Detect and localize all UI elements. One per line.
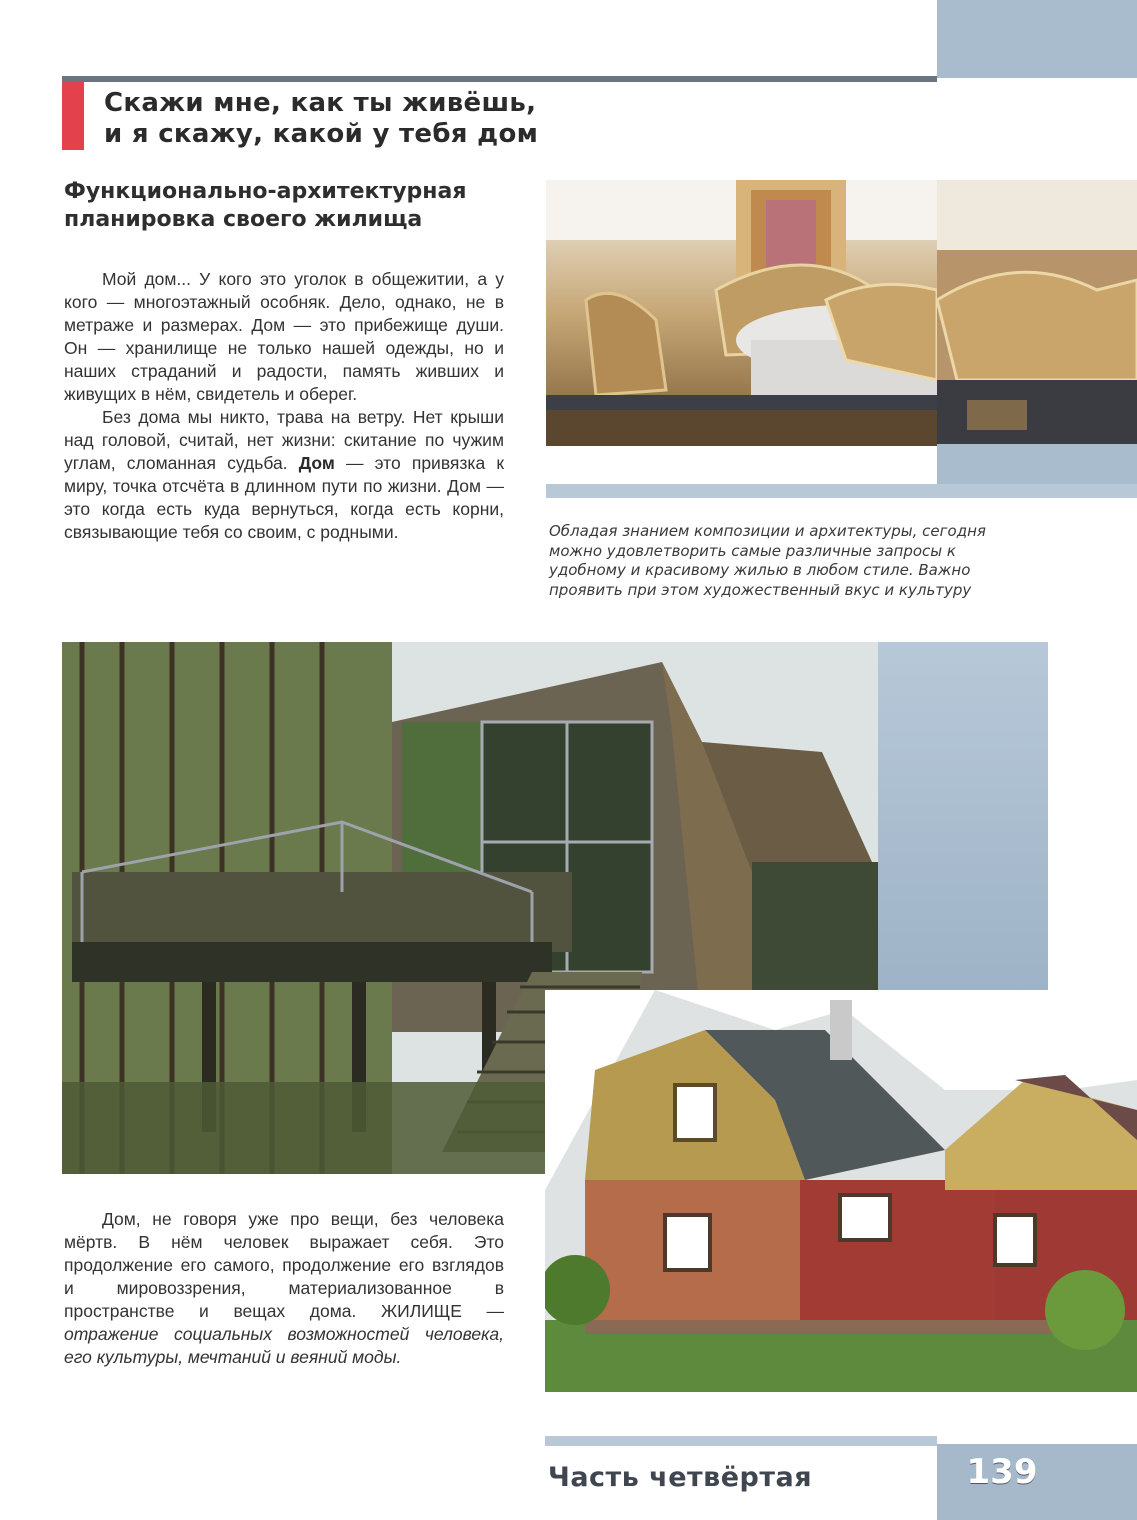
title-red-marker <box>62 82 84 150</box>
decor-blue-block-top <box>937 0 1137 78</box>
intro-paragraph-2 <box>64 406 504 544</box>
section-heading-line-2: планировка своего жилища <box>64 207 423 232</box>
decor-blue-strip <box>546 484 1137 498</box>
closing-paragraph <box>64 1208 504 1369</box>
decor-blue-block-2 <box>878 642 1048 992</box>
footer-rule <box>545 1436 937 1446</box>
interior-photo <box>546 180 937 446</box>
page-title-line-2: и я скажу, какой у тебя дом <box>104 119 539 149</box>
cottage-photo-illustration <box>545 990 1137 1392</box>
page-title-line-1: Скажи мне, как ты живёшь, <box>104 88 537 118</box>
closing-text-column <box>64 1208 504 1369</box>
closing-paragraph-italic: отражение социальных возможностей человека, его культуры, мечтаний и веяний моды. <box>64 1324 504 1367</box>
intro-paragraph-1: Мой дом... У кого это уголок в общежитии, а у кого — многоэтажный особняк. Дело, однако, не в метраже и размерах. Дом — это прибежище души. Он — хранилище не только нашей одежды, но и наших страданий и радости, память живших и живущих в нём, свидетель и оберег. <box>64 269 504 404</box>
intro-text-column <box>64 268 504 544</box>
page-number: 139 <box>966 1452 1038 1492</box>
cottage-photo <box>545 990 1137 1392</box>
closing-paragraph-start: Дом, не говоря уже про вещи, без человека мёртв. В нём человек выражает себя. Это продолжение его самого, продолжение его взглядов и мировоззрения, материализованное в пространстве и вещах дома. ЖИЛИЩЕ — <box>64 1209 504 1321</box>
title-rule <box>62 76 937 82</box>
section-heading <box>64 178 514 234</box>
intro-paragraph-2-start: Без дома мы никто, трава на ветру. Нет крыши над головой, считай, нет жизни: скитание по чужим углам, сломанная судьба. <box>64 407 504 473</box>
interior-photo-extension <box>937 180 1137 446</box>
photo-caption: Обладая знанием композиции и архитектуры, сегодня можно удовлетворить самые различные запросы к удобному и красивому жилью в любом стиле. Важно проявить при этом художественный вкус и культуру <box>549 522 986 599</box>
intro-paragraph-2-bold: Дом <box>298 453 335 473</box>
section-heading-line-1: Функционально-архитектурная <box>64 179 467 204</box>
decor-blue-block-1 <box>937 444 1137 484</box>
page-title <box>104 88 904 150</box>
footer-section-label: Часть четвёртая <box>548 1462 813 1493</box>
interior-photo-illustration <box>546 180 937 446</box>
intro-paragraph-2-end: — это привязка к миру, точка отсчёта в длинном пути по жизни. Дом — это когда есть куда вернуться, когда есть корни, связывающие тебя со своим, с родными. <box>64 453 505 542</box>
interior-photo-extension-illustration <box>937 180 1137 446</box>
